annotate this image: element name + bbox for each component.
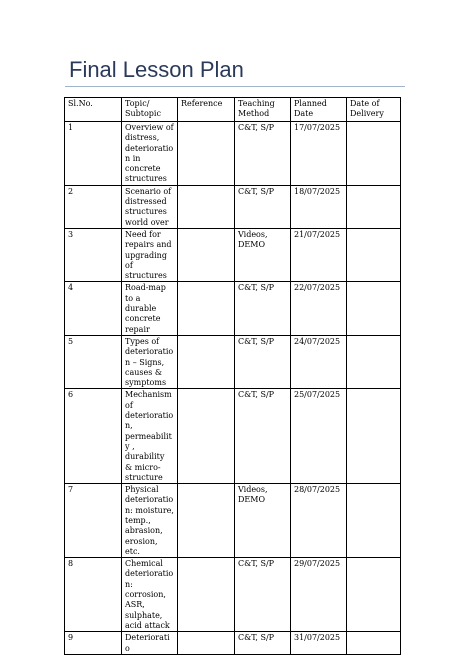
cell-planned-date: 21/07/2025 <box>291 228 347 281</box>
cell-sl-no: 7 <box>65 484 122 558</box>
cell-topic: Need for repairs and upgrading of structures <box>122 228 178 281</box>
table-row <box>65 282 401 335</box>
cell-reference <box>178 185 235 228</box>
header-reference: Reference <box>178 98 235 122</box>
cell-teaching-method: C&T, S/P <box>235 335 291 388</box>
cell-topic: Scenario of distressed structures world over <box>122 185 178 228</box>
cell-planned-date: 22/07/2025 <box>291 282 347 335</box>
cell-reference <box>178 228 235 281</box>
cell-topic: Chemical deterioratio n: corrosion, ASR, sulphate, acid attack <box>122 558 178 632</box>
cell-sl-no: 3 <box>65 228 122 281</box>
cell-teaching-method: C&T, S/P <box>235 282 291 335</box>
cell-sl-no: 6 <box>65 389 122 484</box>
cell-teaching-method: C&T, S/P <box>235 632 291 655</box>
cell-sl-no: 4 <box>65 282 122 335</box>
table-row <box>65 389 401 484</box>
cell-planned-date: 17/07/2025 <box>291 122 347 186</box>
cell-date-of-delivery <box>347 282 401 335</box>
cell-topic: Mechanism of deterioratio n, permeability , durability & micro-structure <box>122 389 178 484</box>
cell-topic: Physical deterioratio n: moisture, temp., abrasion, erosion, etc. <box>122 484 178 558</box>
cell-sl-no: 2 <box>65 185 122 228</box>
cell-teaching-method: C&T, S/P <box>235 122 291 186</box>
cell-planned-date: 28/07/2025 <box>291 484 347 558</box>
cell-planned-date: 29/07/2025 <box>291 558 347 632</box>
cell-date-of-delivery <box>347 632 401 655</box>
cell-teaching-method: Videos, DEMO <box>235 228 291 281</box>
table-row <box>65 558 401 632</box>
header-date-of-delivery: Date of Delivery <box>347 98 401 122</box>
cell-teaching-method: Videos, DEMO <box>235 484 291 558</box>
cell-date-of-delivery <box>347 389 401 484</box>
cell-planned-date: 31/07/2025 <box>291 632 347 655</box>
cell-teaching-method: C&T, S/P <box>235 558 291 632</box>
page-title: Final Lesson Plan <box>69 57 244 82</box>
header-topic: Topic/ Subtopic <box>122 98 178 122</box>
cell-planned-date: 24/07/2025 <box>291 335 347 388</box>
cell-date-of-delivery <box>347 122 401 186</box>
lesson-plan-table <box>64 97 401 655</box>
header-planned-date: Planned Date <box>291 98 347 122</box>
cell-topic: Types of deterioratio n – Signs, causes & symptoms <box>122 335 178 388</box>
cell-sl-no: 5 <box>65 335 122 388</box>
cell-date-of-delivery <box>347 484 401 558</box>
cell-reference <box>178 632 235 655</box>
cell-teaching-method: C&T, S/P <box>235 185 291 228</box>
cell-teaching-method: C&T, S/P <box>235 389 291 484</box>
cell-date-of-delivery <box>347 185 401 228</box>
cell-topic: Deterioratio <box>122 632 178 655</box>
cell-planned-date: 25/07/2025 <box>291 389 347 484</box>
cell-sl-no: 8 <box>65 558 122 632</box>
cell-sl-no: 9 <box>65 632 122 655</box>
table-header-row <box>65 98 401 122</box>
table-row <box>65 185 401 228</box>
title-underline <box>65 86 405 87</box>
header-teaching-method: Teaching Method <box>235 98 291 122</box>
cell-planned-date: 18/07/2025 <box>291 185 347 228</box>
table-row <box>65 122 401 186</box>
header-sl-no: Sl.No. <box>65 98 122 122</box>
table-row <box>65 228 401 281</box>
cell-reference <box>178 282 235 335</box>
cell-date-of-delivery <box>347 335 401 388</box>
cell-topic: Overview of distress, deterioratio n in concrete structures <box>122 122 178 186</box>
cell-reference <box>178 389 235 484</box>
cell-reference <box>178 558 235 632</box>
cell-sl-no: 1 <box>65 122 122 186</box>
cell-reference <box>178 484 235 558</box>
table-row <box>65 335 401 388</box>
cell-reference <box>178 122 235 186</box>
cell-date-of-delivery <box>347 558 401 632</box>
cell-topic: Road-map to a durable concrete repair <box>122 282 178 335</box>
cell-reference <box>178 335 235 388</box>
table-row <box>65 632 401 655</box>
table-row <box>65 484 401 558</box>
cell-date-of-delivery <box>347 228 401 281</box>
